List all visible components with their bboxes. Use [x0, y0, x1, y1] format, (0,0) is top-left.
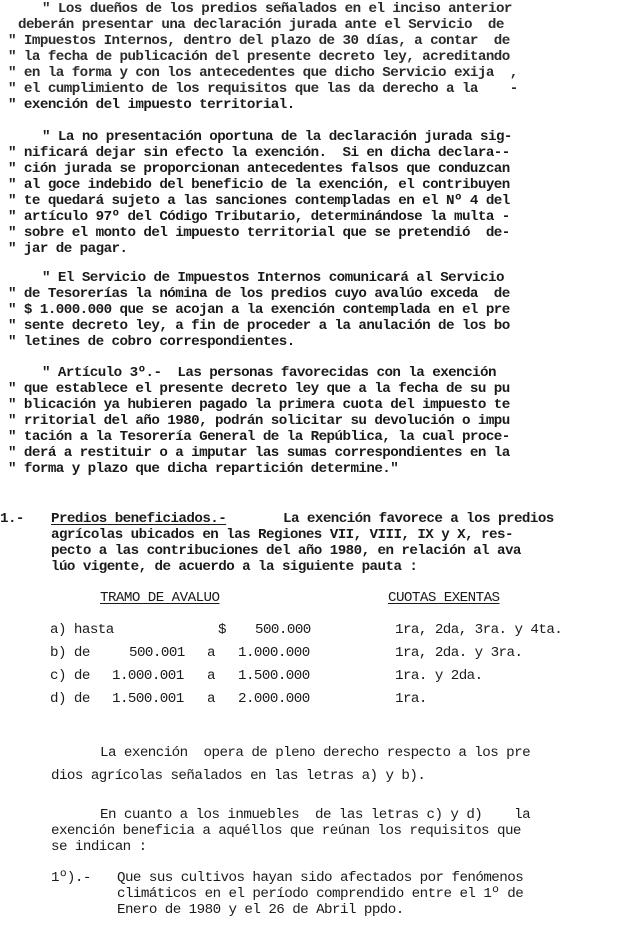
- table-header-tramo: TRAMO DE AVALUO: [100, 590, 220, 606]
- text-line: Enero de 1980 y el 26 de Abril ppdo.: [117, 902, 404, 918]
- row-cuotas: 1ra, 2da, 3ra. y 4ta.: [395, 622, 563, 638]
- row-from: 500.001: [129, 645, 185, 661]
- text-line: En cuanto a los inmuebles de las letras c) y d) la: [100, 807, 531, 823]
- text-line: " sente decreto ley, a fin de proceder a la anulación de los bo: [8, 318, 510, 334]
- text-line: agrícolas ubicados en las Regiones VII, VIII, IX y X, res-: [51, 527, 513, 543]
- row-to: 1.000.000: [238, 645, 310, 661]
- section-heading: Predios beneficiados.-: [51, 511, 227, 527]
- text-line: Que sus cultivos hayan sido afectados por fenómenos: [117, 870, 524, 886]
- row-label: d) de: [50, 691, 90, 707]
- row-to: 1.500.000: [238, 668, 310, 684]
- text-line: exención beneficia a aquéllos que reúnan los requisitos que: [51, 823, 521, 839]
- text-line: " letines de cobro correspondientes.: [8, 334, 295, 350]
- text-line: " el cumplimiento de los requisitos que las da derecho a la -: [8, 81, 518, 97]
- row-label: a) hasta: [50, 622, 114, 638]
- text-line: " Los dueños de los predios señalados en el inciso anterior: [42, 1, 512, 17]
- text-line: " rritorial del año 1980, podrán solicitar su devolución o impu: [8, 413, 510, 429]
- row-to: 500.000: [255, 622, 311, 638]
- text-line: " El Servicio de Impuestos Internos comunicará al Servicio: [42, 270, 504, 286]
- row-cuotas: 1ra, 2da. y 3ra.: [395, 645, 523, 661]
- text-line: " artículo 97º del Código Tributario, determinándose la multa -: [8, 209, 510, 225]
- text-line: " blicación ya hubieren pagado la primera cuota del impuesto te: [8, 397, 510, 413]
- text-line: se indican :: [51, 839, 147, 855]
- row-from: 1.000.001: [112, 668, 184, 684]
- text-line: " la fecha de publicación del presente decreto ley, acreditando: [8, 49, 510, 65]
- text-line: " tación a la Tesorería General de la República, la cual proce-: [8, 429, 510, 445]
- row-label: b) de: [50, 645, 90, 661]
- text-line: " derá a restituir o a imputar las sumas correspondientes en la: [8, 445, 510, 461]
- row-sep: a: [207, 691, 215, 707]
- row-sep: a: [207, 645, 215, 661]
- text-line: " en la forma y con los antecedentes que dicho Servicio exija ,: [8, 65, 518, 81]
- text-line: pecto a las contribuciones del año 1980, en relación al ava: [51, 543, 521, 559]
- text-line: deberán presentar una declaración jurada ante el Servicio de: [18, 17, 504, 33]
- text-line: " nificará dejar sin efecto la exención. Si en dicha declara--: [8, 145, 510, 161]
- row-sep: a: [207, 668, 215, 684]
- row-label: c) de: [50, 668, 90, 684]
- section-number: 1.-: [0, 511, 24, 527]
- text-line: " forma y plazo que dicha repartición determine.": [8, 461, 399, 477]
- text-line: " $ 1.000.000 que se acojan a la exención contemplada en el pre: [8, 302, 510, 318]
- row-cuotas: 1ra. y 2da.: [395, 668, 483, 684]
- text-line: climáticos en el período comprendido entre el 1º de: [117, 886, 524, 902]
- row-to: 2.000.000: [238, 691, 310, 707]
- row-sep: $: [218, 622, 226, 638]
- text-line: " La no presentación oportuna de la declaración jurada sig-: [42, 129, 512, 145]
- text-line: lúo vigente, de acuerdo a la siguiente pauta :: [51, 559, 418, 575]
- text-line: La exención opera de pleno derecho respecto a los pre: [100, 745, 531, 761]
- table-header-cuotas: CUOTAS EXENTAS: [388, 590, 500, 606]
- text-line: dios agrícolas señalados en las letras a) y b).: [51, 768, 426, 784]
- requisito-number: 1º).-: [51, 870, 91, 886]
- text-line: " Impuestos Internos, dentro del plazo de 30 días, a contar de: [8, 33, 510, 49]
- text-line: " exención del impuesto territorial.: [8, 97, 295, 113]
- text-line: La exención favorece a los predios: [283, 511, 554, 527]
- row-from: 1.500.001: [112, 691, 184, 707]
- text-line: " te quedará sujeto a las sanciones contempladas en el Nº 4 del: [8, 193, 510, 209]
- text-line: " al goce indebido del beneficio de la exención, el contribuyen: [8, 177, 510, 193]
- text-line: " ción jurada se proporcionan antecedentes falsos que conduzcan: [8, 161, 510, 177]
- text-line: " jar de pagar.: [8, 241, 128, 257]
- text-line: " Artículo 3º.- Las personas favorecidas con la exención: [42, 365, 496, 381]
- text-line: " de Tesorerías la nómina de los predios cuyo avalúo exceda de: [8, 286, 510, 302]
- text-line: " que establece el presente decreto ley que a la fecha de su pu: [8, 381, 510, 397]
- row-cuotas: 1ra.: [395, 691, 427, 707]
- text-line: " sobre el monto del impuesto territorial que se pretendió de-: [8, 225, 510, 241]
